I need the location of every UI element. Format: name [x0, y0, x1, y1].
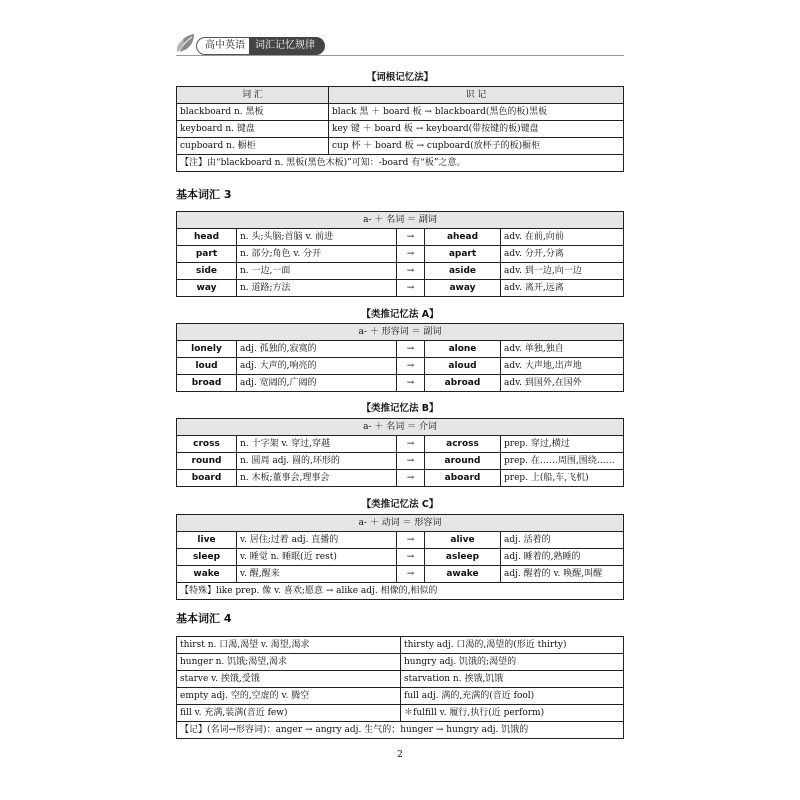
table-row [177, 341, 624, 358]
right-entry: thirsty adj. 口渴的,渴望的(形近 thirty) [401, 637, 624, 654]
header-subject: 高中英语 [196, 37, 254, 55]
base-def: n. 头;头脑;首脑 v. 前进 [237, 229, 397, 246]
table-row [177, 671, 624, 688]
base-def: v. 睡觉 n. 睡眠(近 rest) [237, 549, 397, 566]
derived-def: adj. 活着的 [501, 532, 624, 549]
arrow-icon: → [397, 453, 425, 470]
table-row [177, 436, 624, 453]
arrow-icon: → [397, 375, 425, 392]
derived-word: aside [425, 263, 501, 280]
arrow-icon: → [397, 263, 425, 280]
table-row [177, 637, 624, 654]
base-def: n. 十字架 v. 穿过,穿越 [237, 436, 397, 453]
table-row [177, 453, 624, 470]
table-row [177, 375, 624, 392]
derived-def: prep. 穿过,横过 [501, 436, 624, 453]
table-header-row [177, 87, 624, 104]
derived-word: across [425, 436, 501, 453]
note-cell: 【注】由“blackboard n. 黑板(黑色木板)”可知：-board 有“板”之意。 [177, 155, 624, 172]
table-row [177, 138, 624, 155]
table-row [177, 566, 624, 583]
derived-def: adv. 离开,远离 [501, 280, 624, 297]
note-row [177, 155, 624, 172]
base-word: sleep [177, 549, 237, 566]
leaf-logo-icon [176, 30, 198, 54]
derived-def: adv. 到一边,向一边 [501, 263, 624, 280]
page-number: 2 [397, 750, 403, 760]
header-rule [176, 55, 624, 56]
table-row [177, 104, 624, 121]
left-entry: hunger n. 饥饿;渴望,渴求 [177, 654, 401, 671]
derived-word: aloud [425, 358, 501, 375]
section-title-basic3: 基本词汇 3 [176, 188, 232, 201]
arrow-icon: → [397, 358, 425, 375]
derived-def: adv. 大声地,出声地 [501, 358, 624, 375]
rule-row [177, 324, 624, 341]
arrow-icon: → [397, 229, 425, 246]
base-def: v. 醒,醒来 [237, 566, 397, 583]
rule-row [177, 419, 624, 436]
base-word: way [177, 280, 237, 297]
base-def: n. 一边,一面 [237, 263, 397, 280]
word-cell: blackboard n. 黑板 [177, 104, 329, 121]
table-row [177, 263, 624, 280]
table-row [177, 532, 624, 549]
rule-cell: a- ＋ 形容词 ＝ 副词 [177, 324, 624, 341]
analogy-c-table [176, 514, 624, 600]
arrow-icon: → [397, 549, 425, 566]
derived-word: aboard [425, 470, 501, 487]
base-word: side [177, 263, 237, 280]
arrow-icon: → [397, 566, 425, 583]
table-row [177, 549, 624, 566]
left-entry: starve v. 挨饿,受饿 [177, 671, 401, 688]
base-def: adj. 宽阔的,广阔的 [237, 375, 397, 392]
base-word: live [177, 532, 237, 549]
derived-word: asleep [425, 549, 501, 566]
memo-cell: key 键 ＋ board 板 → keyboard(带按键的板)键盘 [329, 121, 624, 138]
derived-word: alone [425, 341, 501, 358]
word-cell: cupboard n. 橱柜 [177, 138, 329, 155]
basic4-table [176, 636, 624, 739]
rule-row [177, 212, 624, 229]
derived-word: awake [425, 566, 501, 583]
right-entry: full adj. 满的,充满的(音近 fool) [401, 688, 624, 705]
table-row [177, 705, 624, 722]
table-row [177, 688, 624, 705]
base-def: n. 道路;方法 [237, 280, 397, 297]
base-word: broad [177, 375, 237, 392]
table-row [177, 246, 624, 263]
base-def: n. 木板;董事会,理事会 [237, 470, 397, 487]
derived-word: apart [425, 246, 501, 263]
derived-word: alive [425, 532, 501, 549]
arrow-icon: → [397, 280, 425, 297]
derived-def: adv. 到国外,在国外 [501, 375, 624, 392]
right-entry: starvation n. 挨饿,饥饿 [401, 671, 624, 688]
arrow-icon: → [397, 470, 425, 487]
derived-def: adv. 单独,独自 [501, 341, 624, 358]
table-row [177, 121, 624, 138]
base-word: loud [177, 358, 237, 375]
right-entry: hungry adj. 饥饿的;渴望的 [401, 654, 624, 671]
derived-def: prep. 在……周围,围绕…… [501, 453, 624, 470]
base-word: round [177, 453, 237, 470]
arrow-icon: → [397, 246, 425, 263]
left-entry: empty adj. 空的,空虚的 v. 腾空 [177, 688, 401, 705]
base-def: adj. 大声的,响亮的 [237, 358, 397, 375]
table-row [177, 229, 624, 246]
note-row [177, 722, 624, 739]
word-cell: keyboard n. 键盘 [177, 121, 329, 138]
basic3-table [176, 211, 624, 297]
base-word: wake [177, 566, 237, 583]
base-word: cross [177, 436, 237, 453]
table-row [177, 654, 624, 671]
derived-word: away [425, 280, 501, 297]
left-entry: thirst n. 口渴,渴望 v. 渴望,渴求 [177, 637, 401, 654]
base-word: part [177, 246, 237, 263]
derived-def: adj. 睡着的,熟睡的 [501, 549, 624, 566]
table-row [177, 358, 624, 375]
derived-def: adv. 分开,分离 [501, 246, 624, 263]
analogy-a-table [176, 323, 624, 392]
left-entry: fill v. 充满,装满(音近 few) [177, 705, 401, 722]
base-def: adj. 孤独的,寂寞的 [237, 341, 397, 358]
right-entry: ＊fulfill v. 履行,执行(近 perform) [401, 705, 624, 722]
arrow-icon: → [397, 436, 425, 453]
caption-root-method: 【词根记忆法】 [366, 72, 434, 83]
derived-def: adv. 在前,向前 [501, 229, 624, 246]
table-row [177, 280, 624, 297]
rule-cell: a- ＋ 动词 ＝ 形容词 [177, 515, 624, 532]
base-word: head [177, 229, 237, 246]
derived-word: abroad [425, 375, 501, 392]
derived-def: adj. 醒着的 v. 唤醒,叫醒 [501, 566, 624, 583]
arrow-icon: → [397, 341, 425, 358]
memo-cell: black 黑 ＋ board 板 → blackboard(黑色的板)黑板 [329, 104, 624, 121]
analogy-b-table [176, 418, 624, 487]
base-def: n. 部分;角色 v. 分开 [237, 246, 397, 263]
memory-note: 【记】(名词→形容词)：anger → angry adj. 生气的；hunger → hungry adj. 饥饿的 [177, 722, 624, 739]
col-header-memo: 识 记 [329, 87, 624, 104]
caption-analogy-c: 【类推记忆法 C】 [361, 499, 439, 510]
memo-cell: cup 杯 ＋ board 板 → cupboard(放杯子的板)橱柜 [329, 138, 624, 155]
header-topic: 词汇记忆规律 [249, 37, 325, 55]
derived-def: prep. 上(船,车,飞机) [501, 470, 624, 487]
special-row [177, 583, 624, 600]
special-note: 【特殊】like prep. 像 v. 喜欢;愿意 → alike adj. 相像的,相似的 [177, 583, 624, 600]
caption-analogy-a: 【类推记忆法 A】 [361, 309, 439, 320]
section-title-basic4: 基本词汇 4 [176, 612, 232, 625]
caption-analogy-b: 【类推记忆法 B】 [361, 403, 439, 414]
rule-cell: a- ＋ 名词 ＝ 介词 [177, 419, 624, 436]
derived-word: ahead [425, 229, 501, 246]
rule-row [177, 515, 624, 532]
base-word: lonely [177, 341, 237, 358]
table-row [177, 470, 624, 487]
arrow-icon: → [397, 532, 425, 549]
root-method-table [176, 86, 624, 172]
base-def: n. 圆周 adj. 圆的,环形的 [237, 453, 397, 470]
base-def: v. 居住;过着 adj. 直播的 [237, 532, 397, 549]
derived-word: around [425, 453, 501, 470]
rule-cell: a- ＋ 名词 ＝ 副词 [177, 212, 624, 229]
base-word: board [177, 470, 237, 487]
col-header-word: 词 汇 [177, 87, 329, 104]
